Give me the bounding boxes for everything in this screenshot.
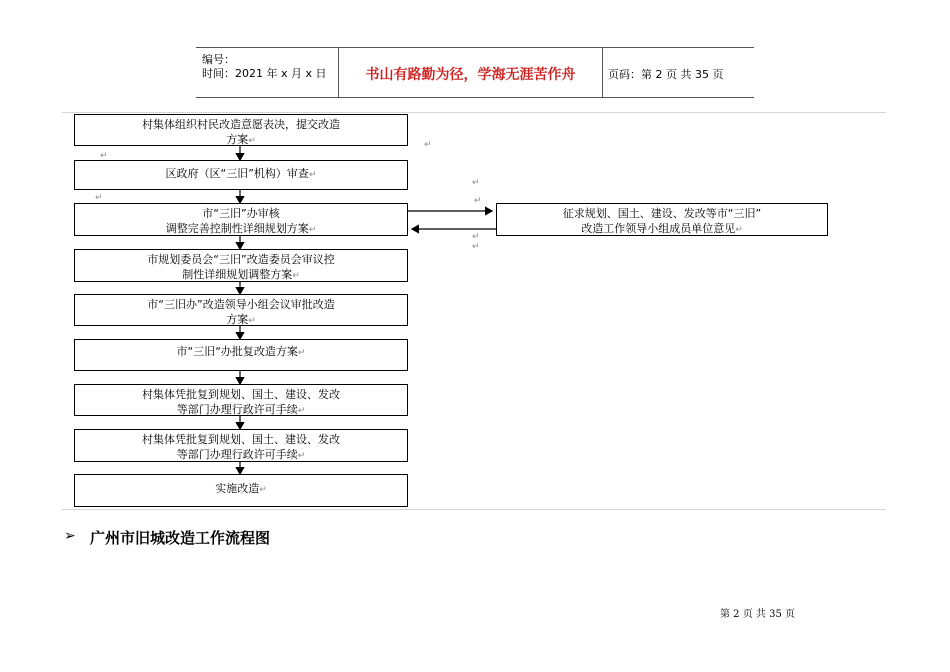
flow-step-8-line2: 等部门办理行政许可手续 <box>176 448 298 461</box>
return-mark: ↵ <box>248 136 256 146</box>
flow-side-consultation <box>496 203 828 236</box>
section-title: 广州市旧城改造工作流程图 <box>90 529 271 547</box>
flow-step-4-line2: 制性详细规划调整方案 <box>182 268 293 281</box>
return-mark: ↵ <box>297 451 306 461</box>
return-mark: ↵ <box>472 242 480 252</box>
return-mark: ↵ <box>474 196 482 206</box>
return-mark: ↵ <box>472 232 480 242</box>
flow-step-9-line1: 实施改造 <box>215 482 260 495</box>
flow-step-7 <box>74 384 408 416</box>
flow-step-3-line2: 调整完善控制性详细规划方案 <box>165 222 309 235</box>
flow-step-5 <box>74 294 408 326</box>
return-mark: ↵ <box>248 316 256 326</box>
flow-step-6-line1: 市“三旧“办批复改造方案 <box>176 345 298 358</box>
flow-step-5-line1: 市“三旧办”改造领导小组会议审批改造 <box>147 298 335 311</box>
motto-text: 书山有路勤为径，学海无涯苦作舟 <box>365 67 576 83</box>
flow-step-8 <box>74 429 408 462</box>
return-mark: ↵ <box>259 485 267 495</box>
return-mark: ↵ <box>292 271 300 281</box>
flow-step-2-line1: 区政府（区“三旧”机构）审查 <box>165 167 309 180</box>
flow-step-4 <box>74 249 408 282</box>
flow-step-1-line2: 方案 <box>226 133 249 146</box>
return-mark: ↵ <box>297 406 306 416</box>
time-label: 时间：2021 年 x 月 x 日 <box>202 67 327 80</box>
page-number-label: 页码：第 2 页 共 35 页 <box>608 68 724 81</box>
page-footer: 第 2 页 共 35 页 <box>720 609 795 620</box>
return-mark: ↵ <box>297 348 306 358</box>
return-mark: ↵ <box>100 151 108 161</box>
return-mark: ↵ <box>308 225 317 235</box>
flow-step-8-line1: 村集体凭批复到规划、国土、建设、发改 <box>142 433 340 446</box>
flow-step-1 <box>74 114 408 146</box>
flow-step-9 <box>74 474 408 507</box>
return-mark: ↵ <box>95 193 103 203</box>
return-mark: ↵ <box>735 225 743 235</box>
flow-step-3-line1: 市“三旧”办审核 <box>202 207 280 220</box>
flow-side-line1: 征求规划、国土、建设、发改等市“三旧” <box>562 207 762 220</box>
return-mark: ↵ <box>424 140 432 150</box>
section-bullet-icon: ➢ <box>64 528 76 544</box>
flow-side-line2: 改造工作领导小组成员单位意见 <box>581 222 736 235</box>
flow-step-7-line1: 村集体凭批复到规划、国土、建设、发改 <box>142 388 340 401</box>
flow-step-5-line2: 方案 <box>226 313 249 326</box>
flow-step-7-line2: 等部门办理行政许可手续 <box>176 403 298 416</box>
flow-step-2 <box>74 160 408 190</box>
flow-step-4-line1: 市规划委员会“三旧”改造委员会审议控 <box>147 253 335 266</box>
flow-step-1-line1: 村集体组织村民改造意愿表决，提交改造 <box>142 118 340 131</box>
return-mark: ↵ <box>308 170 317 180</box>
flow-step-6 <box>74 339 408 371</box>
return-mark: ↵ <box>472 178 480 188</box>
serial-label: 编号： <box>202 53 235 66</box>
flow-step-3 <box>74 203 408 236</box>
